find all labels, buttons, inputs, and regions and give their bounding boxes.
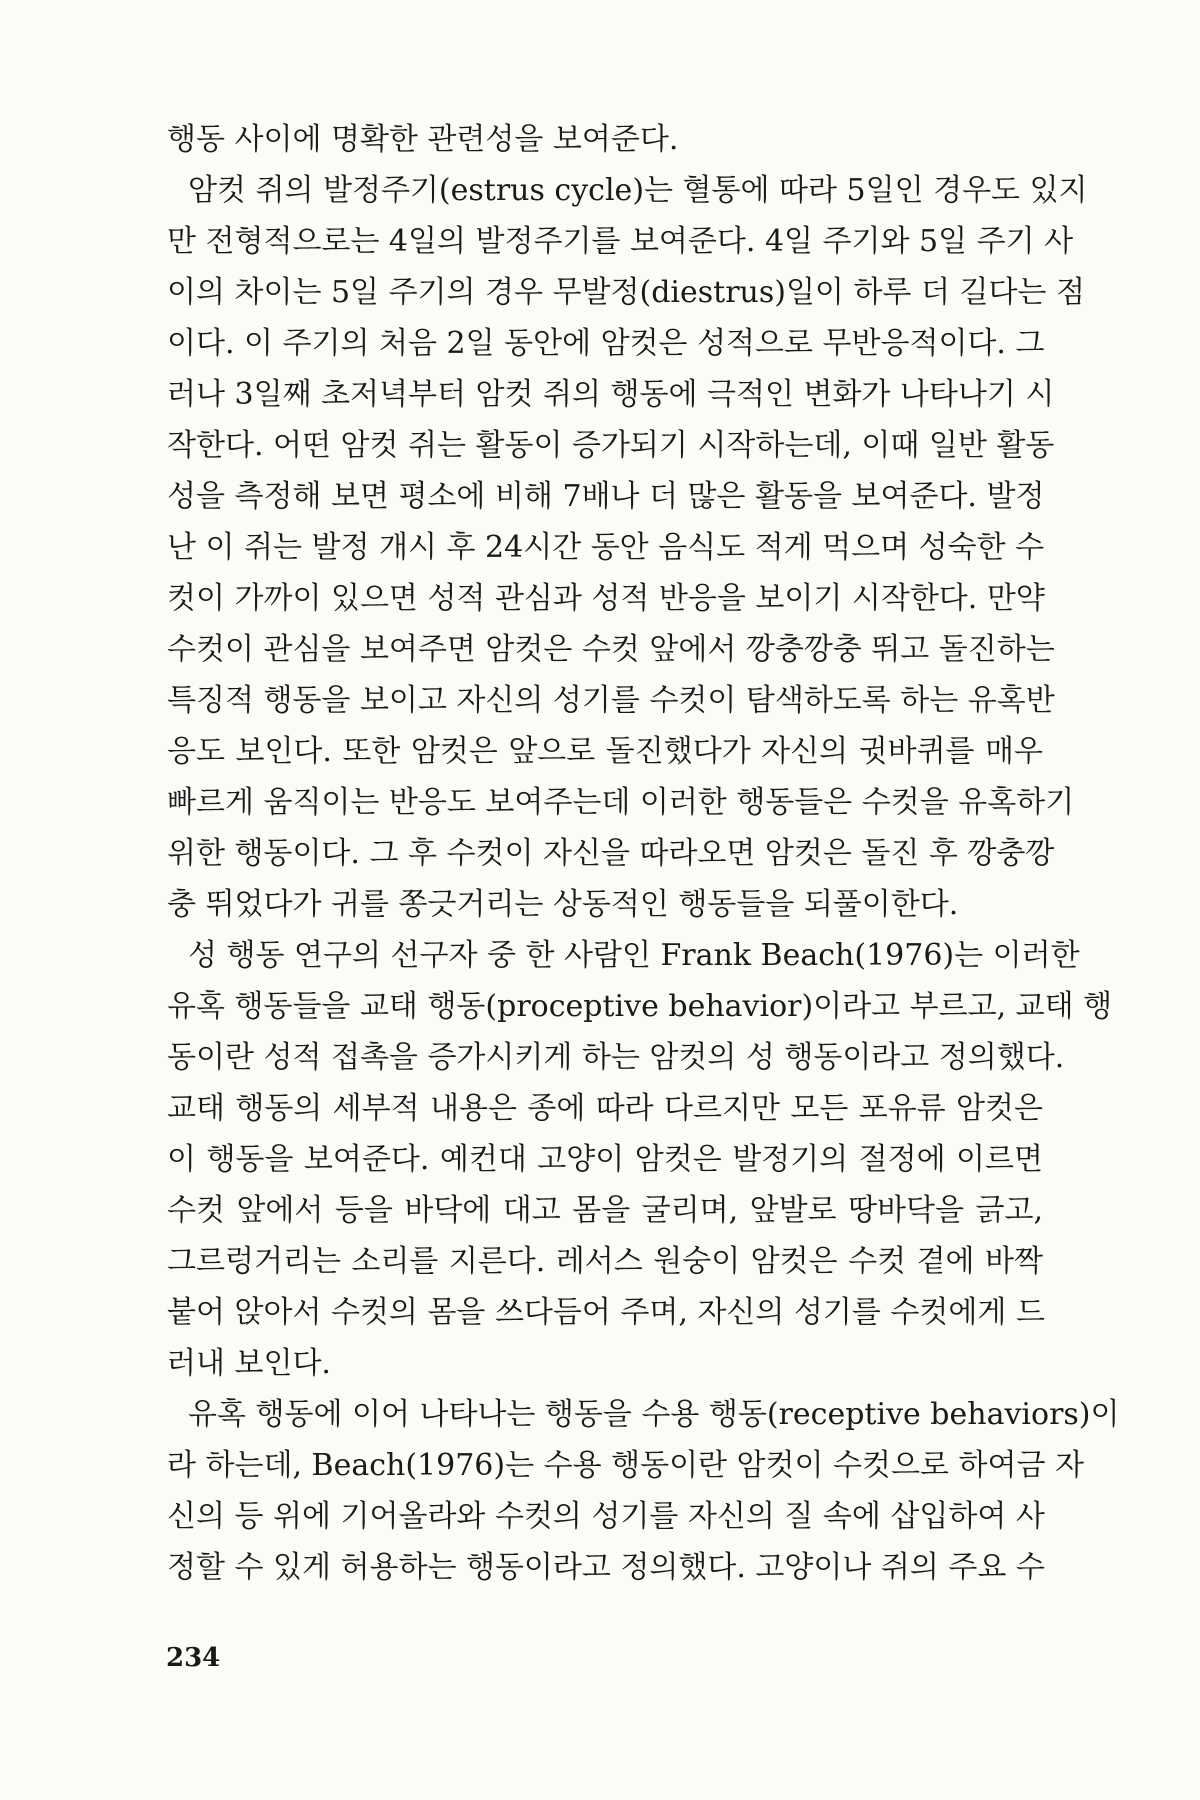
text-line: 작한다. 어떤 암컷 쥐는 활동이 증가되기 시작하는데, 이때 일반 활동 [167,428,1055,463]
text-line: 붙어 앉아서 수컷의 몸을 쓰다듬어 주며, 자신의 성기를 수컷에게 드 [167,1295,1045,1330]
text-line: 난 이 쥐는 발정 개시 후 24시간 동안 음식도 적게 먹으며 성숙한 수 [167,530,1045,565]
text-line: 신의 등 위에 기어올라와 수컷의 성기를 자신의 질 속에 삽입하여 사 [167,1499,1045,1534]
text-line: 그르렁거리는 소리를 지른다. 레서스 원숭이 암컷은 수컷 곁에 바짝 [167,1244,1043,1279]
text-line: 특징적 행동을 보이고 자신의 성기를 수컷이 탐색하도록 하는 유혹반 [167,683,1055,718]
text-line: 위한 행동이다. 그 후 수컷이 자신을 따라오면 암컷은 돌진 후 깡충깡 [167,836,1055,871]
text-line: 수컷 앞에서 등을 바닥에 대고 몸을 굴리며, 앞발로 땅바닥을 긁고, [167,1193,1043,1228]
text-line: 컷이 가까이 있으면 성적 관심과 성적 반응을 보이기 시작한다. 만약 [167,581,1045,616]
text-line: 응도 보인다. 또한 암컷은 앞으로 돌진했다가 자신의 귓바퀴를 매우 [167,734,1043,769]
text-line: 이의 차이는 5일 주기의 경우 무발정(diestrus)일이 하루 더 길다는 점 [167,275,1085,310]
text-line: 러나 3일째 초저녁부터 암컷 쥐의 행동에 극적인 변화가 나타나기 시 [167,377,1055,412]
text-line: 라 하는데, Beach(1976)는 수용 행동이란 암컷이 수컷으로 하여금 자 [167,1448,1084,1483]
text-line: 빠르게 움직이는 반응도 보여주는데 이러한 행동들은 수컷을 유혹하기 [167,785,1075,820]
text-line: 만 전형적으로는 4일의 발정주기를 보여준다. 4일 주기와 5일 주기 사 [167,224,1074,259]
text-line: 충 뛰었다가 귀를 쫑긋거리는 상동적인 행동들을 되풀이한다. [167,887,959,922]
text-line: 행동 사이에 명확한 관련성을 보여준다. [167,122,679,157]
text-line: 수컷이 관심을 보여주면 암컷은 수컷 앞에서 깡충깡충 뛰고 돌진하는 [167,632,1055,667]
text-line: 러내 보인다. [167,1346,331,1381]
text-line: 동이란 성적 접촉을 증가시키게 하는 암컷의 성 행동이라고 정의했다. [167,1040,1065,1075]
text-line: 유혹 행동들을 교태 행동(proceptive behavior)이라고 부르고, 교태 행 [167,989,1113,1024]
text-line: 성을 측정해 보면 평소에 비해 7배나 더 많은 활동을 보여준다. 발정 [167,479,1045,514]
page-number: 234 [166,1643,221,1673]
text-line: 유혹 행동에 이어 나타나는 행동을 수용 행동(receptive behaviors)이 [188,1397,1120,1432]
text-line: 교태 행동의 세부적 내용은 종에 따라 다르지만 모든 포유류 암컷은 [167,1091,1043,1126]
text-line: 암컷 쥐의 발정주기(estrus cycle)는 혈통에 따라 5일인 경우도 있지 [188,173,1088,208]
text-line: 이다. 이 주기의 처음 2일 동안에 암컷은 성적으로 무반응적이다. 그 [167,326,1045,361]
text-line: 성 행동 연구의 선구자 중 한 사람인 Frank Beach(1976)는 이러한 [188,938,1080,973]
text-line: 이 행동을 보여준다. 예컨대 고양이 암컷은 발정기의 절정에 이르면 [167,1142,1043,1177]
text-line: 정할 수 있게 허용하는 행동이라고 정의했다. 고양이나 쥐의 주요 수 [167,1550,1045,1585]
